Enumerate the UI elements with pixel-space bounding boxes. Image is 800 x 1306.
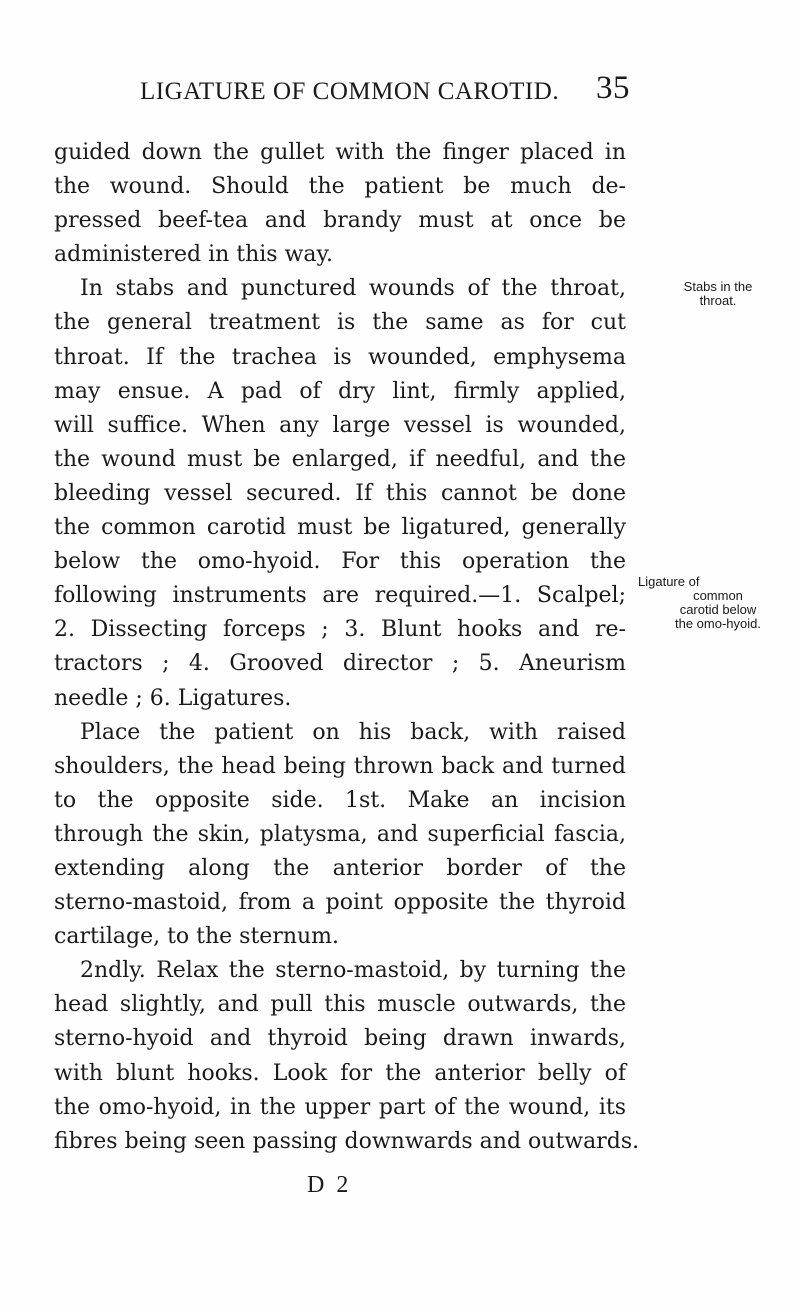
sidenote-line: common [693, 588, 743, 603]
text-line: sterno-hyoid and thyroid being drawn inwards, [54, 1026, 626, 1052]
text-line: extending along the anterior border of the [54, 855, 626, 881]
text-line: fibres being seen passing downwards and outwards. [54, 1128, 640, 1154]
text-line: needle ; 6. Ligatures. [54, 685, 292, 711]
text-line: shoulders, the head being thrown back and turned [54, 753, 626, 779]
text-line: the omo-hyoid, in the upper part of the wound, its [54, 1094, 626, 1120]
text-line: In stabs and punctured wounds of the throat, [80, 276, 626, 302]
text-line: Place the patient on his back, with raised [80, 719, 626, 745]
text-line: will suffice. When any large vessel is wounded, [54, 412, 626, 438]
page-number: 35 [596, 70, 630, 106]
text-line: throat. If the trachea is wounded, emphysema [54, 344, 626, 370]
sidenote-line: Ligature of [638, 574, 700, 589]
text-line: head slightly, and pull this muscle outwards, the [54, 992, 626, 1018]
signature-mark: D 2 [307, 1172, 352, 1198]
sidenote-line: carotid below [679, 602, 757, 617]
running-title: LIGATURE OF COMMON CAROTID. [140, 78, 560, 105]
text-line: following instruments are required.—1. Scalpel; [54, 583, 626, 609]
text-line: sterno-mastoid, from a point opposite the thyroid [54, 890, 626, 916]
text-line: cartilage, to the sternum. [54, 924, 340, 950]
sidenote-stabs [638, 280, 798, 308]
text-line: to the opposite side. 1st. Make an incision [54, 787, 626, 813]
text-line: administered in this way. [54, 242, 334, 268]
sidenote-line: the omo-hyoid. [675, 616, 761, 631]
text-line: bleeding vessel secured. If this cannot be done [54, 480, 626, 506]
sidenote-line: Stabs in the [683, 279, 753, 294]
sidenote-line: throat. [699, 293, 737, 308]
text-line: with blunt hooks. Look for the anterior belly of [54, 1060, 626, 1086]
sidenote-ligature [638, 575, 798, 631]
text-line: the general treatment is the same as for cut [54, 310, 626, 336]
text-line: through the skin, platysma, and superficial fascia, [54, 821, 626, 847]
text-line: guided down the gullet with the finger placed in [54, 140, 626, 165]
text-line: the wound. Should the patient be much de- [54, 174, 626, 200]
text-line: 2. Dissecting forceps ; 3. Blunt hooks and re- [54, 617, 626, 643]
body-text [54, 136, 640, 1159]
text-line: tractors ; 4. Grooved director ; 5. Aneurism [54, 651, 626, 677]
text-line: the wound must be enlarged, if needful, and the [54, 446, 626, 472]
text-line: pressed beef-tea and brandy must at once be [54, 208, 626, 234]
text-line: 2ndly. Relax the sterno-mastoid, by turning the [80, 958, 626, 984]
text-line: below the omo-hyoid. For this operation the [54, 549, 626, 575]
text-line: the common carotid must be ligatured, generally [54, 515, 626, 541]
text-line: may ensue. A pad of dry lint, firmly applied, [54, 378, 626, 404]
